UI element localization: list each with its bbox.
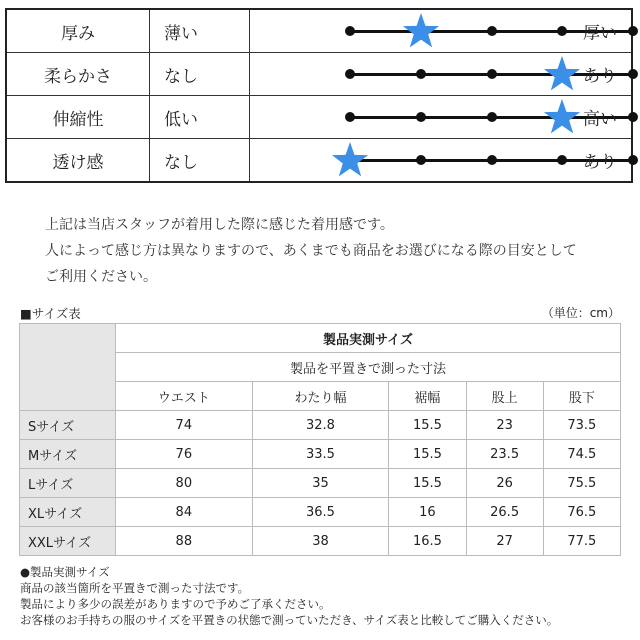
footnote-line-1: ●製品実測サイズ [20,565,110,579]
size-section-label: ■サイズ表 [20,306,81,321]
scale-dot [557,26,567,36]
scale-dot [628,155,638,165]
size-cell: 15.5 [389,440,466,469]
size-row-label: Lサイズ [20,469,116,498]
size-table-subtitle: 製品を平置きで測った寸法 [116,353,621,382]
feel-high-label: あり [583,152,617,173]
size-cell: 84 [116,498,253,527]
size-column-header: 股上 [466,382,543,411]
star-marker-icon [330,140,370,180]
scale-dot [628,26,638,36]
scale-dot [557,155,567,165]
footnote [20,564,558,628]
unit-label: （単位：cm） [541,306,620,320]
feel-scale-cell [250,53,633,96]
note-line-2: 人によって感じ方は異なりますので、あくまでも商品をお選びになる際の目安として [45,243,577,259]
scale-dot [345,112,355,122]
feel-scale-cell [250,96,633,139]
size-row-label: XXLサイズ [20,527,116,556]
star-marker-icon [401,11,441,51]
feel-scale-cell [250,139,633,183]
size-cell: 15.5 [389,411,466,440]
feel-scale [250,96,631,138]
size-cell: 16 [389,498,466,527]
size-cell: 26 [466,469,543,498]
feel-row [6,96,632,139]
feel-low-label: 低い [150,96,250,139]
size-column-header: ウエスト [116,382,253,411]
size-cell: 32.8 [252,411,389,440]
note-line-3: ご利用ください。 [45,269,157,285]
size-cell: 15.5 [389,469,466,498]
size-cell: 76 [116,440,253,469]
size-cell: 27 [466,527,543,556]
scale-dot [487,26,497,36]
size-cell: 38 [252,527,389,556]
size-cell: 35 [252,469,389,498]
size-row-label: Sサイズ [20,411,116,440]
size-column-header: 裾幅 [389,382,466,411]
feel-high-label: あり [583,66,617,87]
size-column-header: 股下 [543,382,620,411]
feel-row [6,9,632,53]
size-cell: 77.5 [543,527,620,556]
feel-scale [250,10,631,52]
feel-low-label: なし [150,53,250,96]
feel-high-label: 高い [583,109,617,130]
size-cell: 23 [466,411,543,440]
scale-dot [487,112,497,122]
size-row [20,498,621,527]
size-cell: 76.5 [543,498,620,527]
feel-row [6,53,632,96]
size-cell: 26.5 [466,498,543,527]
size-row [20,527,621,556]
star-marker-icon [542,54,582,94]
size-cell: 75.5 [543,469,620,498]
size-cell: 74 [116,411,253,440]
footnote-line-3: 製品により多少の誤差がありますので予めご了承ください。 [20,597,331,611]
feel-label: 厚み [6,9,150,53]
scale-dot [416,112,426,122]
feel-scale [250,53,631,95]
scale-dot [416,155,426,165]
scale-dot [487,155,497,165]
size-cell: 74.5 [543,440,620,469]
feel-low-label: 薄い [150,9,250,53]
feel-label: 透け感 [6,139,150,183]
feel-label: 柔らかさ [6,53,150,96]
feel-scale [250,139,631,181]
size-row [20,411,621,440]
scale-dot [487,69,497,79]
size-table-body [20,324,621,556]
size-row-label: XLサイズ [20,498,116,527]
feel-table [5,8,633,183]
footnote-line-4: お客様のお手持ちの服のサイズを平置きの状態で測っていただき、サイズ表と比較してご購入ください。 [20,613,559,627]
feel-label: 伸縮性 [6,96,150,139]
size-row [20,440,621,469]
size-cell: 36.5 [252,498,389,527]
footnote-line-2: 商品の該当箇所を平置きで測った寸法です。 [20,581,250,595]
feel-row [6,139,632,183]
feel-table-body [6,9,632,182]
size-table-title: 製品実測サイズ [116,324,621,353]
feel-notes [45,212,577,290]
size-cell: 16.5 [389,527,466,556]
size-row [20,469,621,498]
size-column-header: わたり幅 [252,382,389,411]
scale-dot [345,69,355,79]
feel-scale-cell [250,9,633,53]
size-corner-cell [20,324,116,411]
size-cell: 88 [116,527,253,556]
star-marker-icon [542,97,582,137]
size-row-label: Mサイズ [20,440,116,469]
size-cell: 33.5 [252,440,389,469]
note-line-1: 上記は当店スタッフが着用した際に感じた着用感です。 [45,217,394,233]
scale-dot [628,69,638,79]
feel-high-label: 厚い [583,23,617,44]
scale-dot [416,69,426,79]
size-cell: 23.5 [466,440,543,469]
feel-low-label: なし [150,139,250,183]
size-cell: 73.5 [543,411,620,440]
scale-dot [628,112,638,122]
size-table [19,323,621,556]
size-cell: 80 [116,469,253,498]
size-title-row [20,324,621,353]
scale-dot [345,26,355,36]
